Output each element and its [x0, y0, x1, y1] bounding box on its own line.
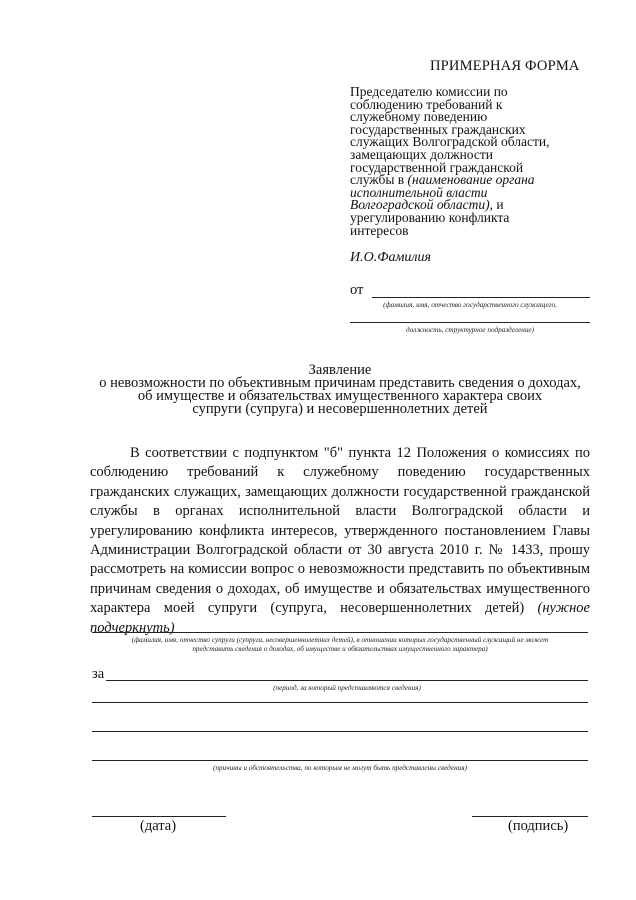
- addressee-line: служащих Волгоградской области,: [350, 134, 550, 150]
- addressee-italic-text: Волгоградской области),: [350, 197, 494, 213]
- reasons-caption: (причины и обстоятельства, по которым не могут быть представлены сведения): [213, 764, 467, 772]
- reasons-line[interactable]: [92, 731, 588, 732]
- body-italic-note: (нужное подчеркнуть): [90, 600, 590, 636]
- chair-name: И.О.Фамилия: [350, 250, 432, 265]
- document-subtitle-line: об имуществе и обязательствах имущественного характера своих: [137, 388, 543, 404]
- document-subtitle-line: о невозможности по объективным причинам представить сведения о доходах,: [99, 375, 581, 391]
- signature-label: (подпись): [508, 818, 569, 834]
- addressee-block: [350, 86, 590, 237]
- period-label: за: [92, 666, 105, 682]
- from-name-line[interactable]: [372, 297, 590, 298]
- date-label: (дата): [140, 818, 177, 834]
- signature-line[interactable]: [472, 816, 588, 817]
- from-position-caption: должность, структурное подразделение): [405, 326, 535, 334]
- addressee-line: государственных гражданских: [350, 121, 526, 137]
- from-position-line[interactable]: [350, 322, 590, 323]
- addressee-italic-text: (наименование органа: [407, 172, 535, 188]
- reasons-line[interactable]: [92, 702, 588, 703]
- addressee-text: службы в: [350, 172, 408, 188]
- addressee-italic-line: исполнительной власти: [350, 184, 488, 200]
- period-line[interactable]: [106, 680, 588, 681]
- relatives-caption: (фамилия, имя, отчество супруги (супруга, несовершеннолетних детей), в отношении которых государственный служащий не может: [131, 636, 549, 644]
- period-caption: (период, за который представляются сведения): [273, 684, 421, 692]
- relatives-line[interactable]: [92, 632, 588, 633]
- form-label: ПРИМЕРНАЯ ФОРМА: [430, 58, 580, 74]
- body-text: В соответствии с подпунктом "б" пункта 12 Положения о комиссиях по соблюдению требований к служебному поведению государственных гражданских служащих, замещающих должности государственной гражданской службы в органах исполнительной власти Волгоградской области и урегулированию конфликта интересов, утвержденного постановлением Главы Администрации Волгоградской области от 30 августа 2010 г. № 1433, прошу рассмотреть на комиссии вопрос о невозможности представить по объективным причинам сведения о доходах, об имуществе и обязательствах имущественного характера моей супруги (супруга, несовершеннолетних детей): [90, 445, 590, 617]
- addressee-line: служебному поведению: [350, 109, 488, 125]
- addressee-line: государственной гражданской: [350, 159, 524, 175]
- from-name-caption: (фамилия, имя, отчество государственного служащего,: [383, 301, 557, 309]
- addressee-line: урегулированию конфликта: [350, 209, 510, 225]
- document-subtitle-line: супруги (супруга) и несовершеннолетних детей: [192, 401, 488, 417]
- reasons-line[interactable]: [92, 760, 588, 761]
- addressee-line: замещающих должности: [350, 146, 494, 162]
- addressee-line: интересов: [350, 222, 409, 238]
- document-title: Заявление: [308, 362, 372, 378]
- body-paragraph: [90, 444, 590, 638]
- addressee-line: соблюдению требований к: [350, 96, 503, 112]
- date-line[interactable]: [92, 816, 226, 817]
- relatives-caption: представить сведения о доходах, об имуществе и обязательствах имущественного характера): [192, 645, 488, 653]
- addressee-text: и: [493, 197, 504, 213]
- addressee-line: Председателю комиссии по: [350, 84, 508, 99]
- from-label: от: [350, 282, 364, 298]
